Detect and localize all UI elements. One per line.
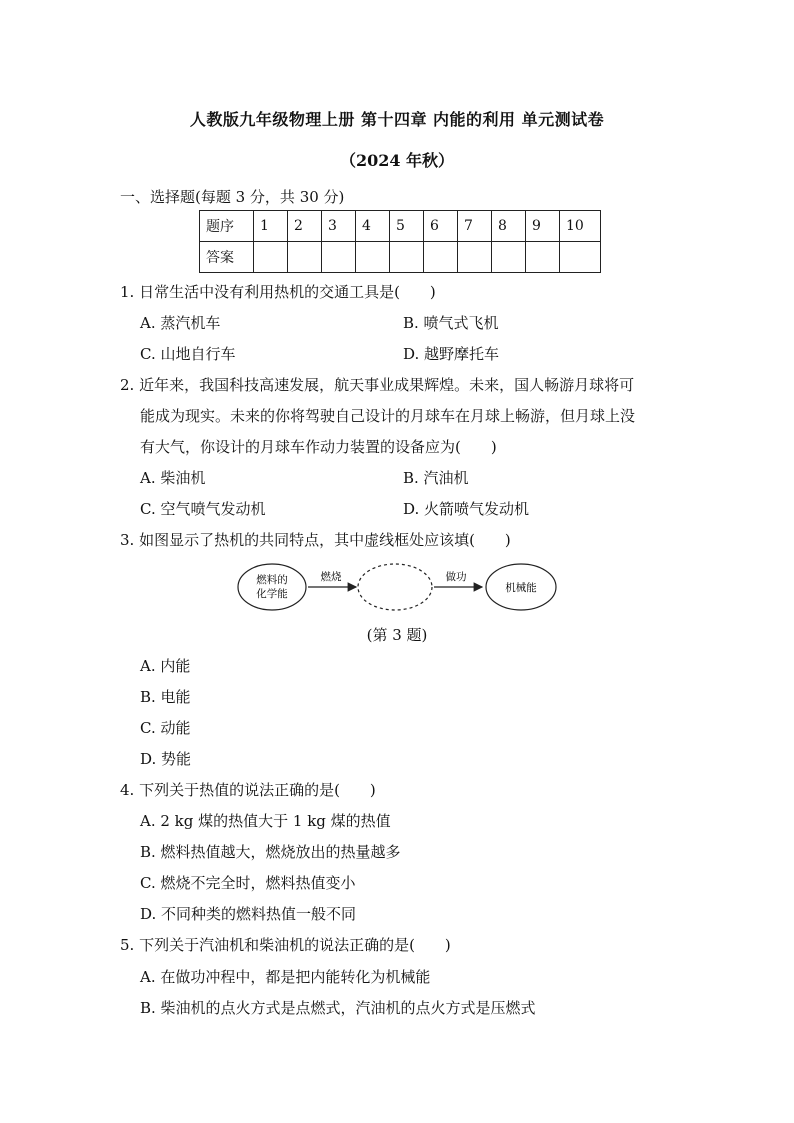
question-4-stem: 4. 下列关于热值的说法正确的是( ) bbox=[120, 781, 376, 799]
chemical-energy-node bbox=[238, 564, 306, 610]
table-number-cell: 2 bbox=[288, 211, 322, 242]
page-title: 人教版九年级物理上册 第十四章 内能的利用 单元测试卷 bbox=[189, 110, 605, 129]
question-1-option-b: B. 喷气式飞机 bbox=[403, 314, 499, 332]
question-3-option-d: D. 势能 bbox=[140, 750, 192, 768]
answer-table-number-row bbox=[200, 211, 601, 242]
energy-flow-diagram bbox=[232, 559, 562, 615]
table-number-cell: 1 bbox=[254, 211, 288, 242]
table-number-cell: 10 bbox=[560, 211, 601, 242]
answer-cell[interactable] bbox=[458, 242, 492, 273]
answer-table-answer-row bbox=[200, 242, 601, 273]
mechanical-energy-label: 机械能 bbox=[505, 582, 537, 594]
blank-energy-node bbox=[358, 564, 432, 610]
question-4-option-b: B. 燃料热值越大，燃烧放出的热量越多 bbox=[140, 843, 401, 861]
question-2-line-3: 有大气，你设计的月球车作动力装置的设备应为( ) bbox=[140, 438, 497, 456]
answer-cell[interactable] bbox=[322, 242, 356, 273]
question-2-option-d: D. 火箭喷气发动机 bbox=[403, 500, 530, 518]
question-1-option-c: C. 山地自行车 bbox=[140, 345, 236, 363]
question-4-option-c: C. 燃烧不完全时，燃料热值变小 bbox=[140, 874, 356, 892]
question-2-line-1: 2. 近年来，我国科技高速发展，航天事业成果辉煌。未来，国人畅游月球将可 bbox=[120, 376, 635, 394]
answer-cell[interactable] bbox=[254, 242, 288, 273]
table-number-cell: 6 bbox=[424, 211, 458, 242]
question-3-stem: 3. 如图显示了热机的共同特点，其中虚线框处应该填( ) bbox=[120, 531, 511, 549]
question-3-option-a: A. 内能 bbox=[140, 657, 191, 675]
answer-cell[interactable] bbox=[288, 242, 322, 273]
question-2-line-2: 能成为现实。未来的你将驾驶自己设计的月球车在月球上畅游，但月球上没 bbox=[140, 407, 636, 425]
question-2-option-b: B. 汽油机 bbox=[403, 469, 469, 487]
page-subtitle: （2024 年秋） bbox=[339, 151, 455, 170]
combustion-arrow-label: 燃烧 bbox=[320, 571, 342, 583]
question-1-stem: 1. 日常生活中没有利用热机的交通工具是( ) bbox=[120, 283, 436, 301]
chemical-energy-label-2: 化学能 bbox=[256, 588, 288, 600]
table-number-cell: 8 bbox=[492, 211, 526, 242]
question-2-option-a: A. 柴油机 bbox=[140, 469, 206, 487]
table-header-cell: 题序 bbox=[200, 211, 254, 242]
answer-cell[interactable] bbox=[356, 242, 390, 273]
section-heading: 一、选择题(每题 3 分，共 30 分) bbox=[120, 188, 345, 206]
table-header-cell: 答案 bbox=[200, 242, 254, 273]
question-5-stem: 5. 下列关于汽油机和柴油机的说法正确的是( ) bbox=[120, 936, 451, 954]
question-1-option-d: D. 越野摩托车 bbox=[403, 345, 500, 363]
question-4-option-d: D. 不同种类的燃料热值一般不同 bbox=[140, 905, 357, 923]
table-number-cell: 4 bbox=[356, 211, 390, 242]
table-number-cell: 3 bbox=[322, 211, 356, 242]
question-3-option-b: B. 电能 bbox=[140, 688, 191, 706]
answer-cell[interactable] bbox=[390, 242, 424, 273]
table-number-cell: 5 bbox=[390, 211, 424, 242]
question-5-option-a: A. 在做功冲程中，都是把内能转化为机械能 bbox=[140, 968, 431, 986]
answer-cell[interactable] bbox=[424, 242, 458, 273]
question-2-option-c: C. 空气喷气发动机 bbox=[140, 500, 266, 518]
answer-cell[interactable] bbox=[526, 242, 560, 273]
question-3-option-c: C. 动能 bbox=[140, 719, 191, 737]
question-5-option-b: B. 柴油机的点火方式是点燃式，汽油机的点火方式是压燃式 bbox=[140, 999, 536, 1017]
chemical-energy-label-1: 燃料的 bbox=[256, 574, 288, 586]
work-arrow-label: 做功 bbox=[445, 571, 467, 583]
figure-caption: (第 3 题) bbox=[366, 626, 428, 644]
answer-cell[interactable] bbox=[560, 242, 601, 273]
question-1-option-a: A. 蒸汽机车 bbox=[140, 314, 221, 332]
answer-table bbox=[199, 210, 601, 273]
table-number-cell: 9 bbox=[526, 211, 560, 242]
table-number-cell: 7 bbox=[458, 211, 492, 242]
answer-cell[interactable] bbox=[492, 242, 526, 273]
question-4-option-a: A. 2 kg 煤的热值大于 1 kg 煤的热值 bbox=[140, 812, 391, 830]
